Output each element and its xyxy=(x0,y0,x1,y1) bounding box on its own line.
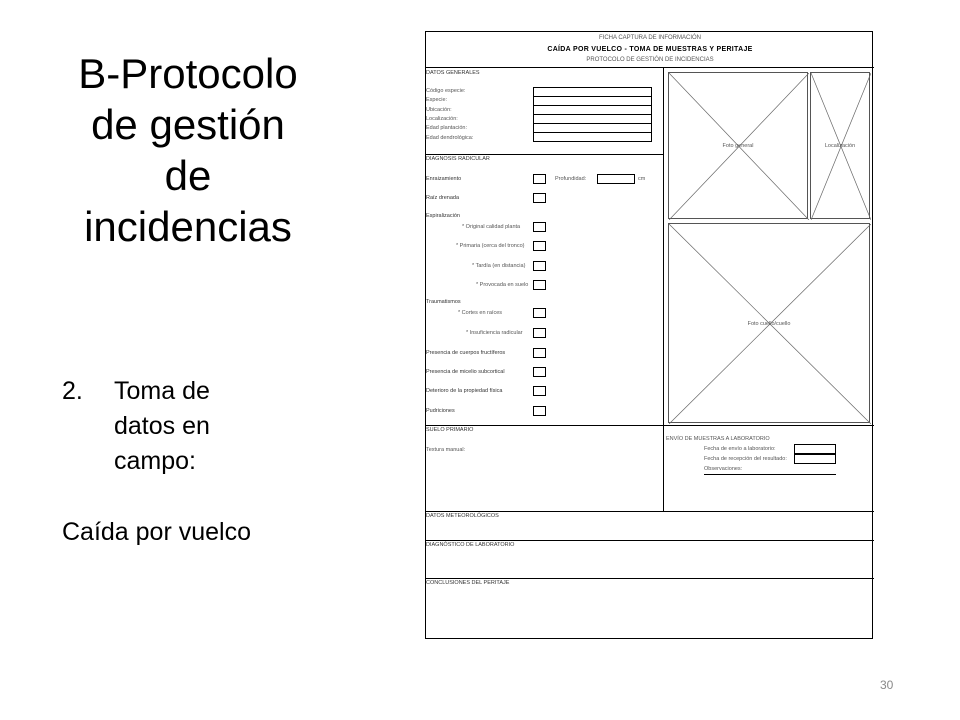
divider xyxy=(426,511,874,512)
item-label: * Cortes en raíces xyxy=(458,310,503,316)
photo-label: Localización xyxy=(824,143,856,149)
section-heading: DIAGNÓSTICO DE LABORATORIO xyxy=(426,542,515,548)
checkbox xyxy=(533,261,546,271)
input-box xyxy=(597,174,635,184)
section-heading: SUELO PRIMARIO xyxy=(426,427,474,433)
field-label: Especie: xyxy=(426,97,448,103)
title-line: B-Protocolo xyxy=(78,50,298,97)
section-heading: DATOS METEOROLÓGICOS xyxy=(426,513,499,519)
divider xyxy=(426,425,874,426)
checkbox xyxy=(533,193,546,203)
input-box xyxy=(533,132,652,142)
item-label: * Provocada en suelo xyxy=(476,282,529,288)
field-label: Observaciones: xyxy=(704,466,743,472)
section-heading: DIAGNOSIS RADICULAR xyxy=(426,156,490,162)
photo-label: Foto cuello/cuello xyxy=(747,321,791,327)
item-label: * Primaria (cerca del tronco) xyxy=(456,243,525,249)
photo-label: Foto general xyxy=(722,143,754,149)
title-line: de gestión xyxy=(91,101,285,148)
input-box xyxy=(794,454,836,464)
divider xyxy=(426,540,874,541)
section-heading: ENVÍO DE MUESTRAS A LABORATORIO xyxy=(666,436,770,442)
checkbox xyxy=(533,241,546,251)
item-label: Pudriciones xyxy=(426,408,455,414)
item-label: Espiralización xyxy=(426,213,460,219)
item-label: Presencia de cuerpos fructíferos xyxy=(426,350,506,356)
item-label: Traumatismos xyxy=(426,299,461,305)
item-label: Presencia de micelio subcortical xyxy=(426,369,505,375)
item-label: * Original calidad planta xyxy=(462,224,521,230)
field-form xyxy=(425,31,873,639)
field-label: Fecha de recepción del resultado: xyxy=(704,456,787,462)
field-label: Código especie: xyxy=(426,88,466,94)
section-heading: DATOS GENERALES xyxy=(426,70,480,76)
divider xyxy=(426,578,874,579)
item-label: Enraizamiento xyxy=(426,176,462,182)
photo-placeholder-collar xyxy=(668,223,870,423)
checkbox xyxy=(533,406,546,416)
divider xyxy=(663,67,664,512)
item-label: Deterioro de la propiedad física xyxy=(426,388,503,394)
item-label: Raíz drenada xyxy=(426,195,460,201)
checkbox xyxy=(533,386,546,396)
input-box xyxy=(794,444,836,454)
form-header-main: CAÍDA POR VUELCO - TOMA DE MUESTRAS Y PERITAJE xyxy=(547,46,753,53)
field-label: Edad plantación: xyxy=(426,125,467,131)
item-label: * Tardía (en distancia) xyxy=(472,263,526,269)
field-label: Edad dendrológica: xyxy=(426,135,474,141)
section-heading: CONCLUSIONES DEL PERITAJE xyxy=(426,580,510,586)
checkbox xyxy=(533,308,546,318)
list-text xyxy=(114,374,284,479)
unit-label: cm xyxy=(638,176,646,182)
slide-subtitle: Caída por vuelco xyxy=(62,518,252,546)
checkbox xyxy=(533,222,546,232)
item-label: Profundidad: xyxy=(555,176,587,182)
field-label: Fecha de envío a laboratorio: xyxy=(704,446,776,452)
form-header-top: FICHA CAPTURA DE INFORMACIÓN xyxy=(598,35,701,41)
title-line: de xyxy=(164,152,212,199)
divider xyxy=(426,154,663,155)
checkbox xyxy=(533,348,546,358)
field-label: Ubicación: xyxy=(426,107,452,113)
checkbox xyxy=(533,328,546,338)
photo-placeholder-general xyxy=(668,72,808,219)
field-label: Textura manual: xyxy=(426,447,466,453)
item-label: * Insuficiencia radicular xyxy=(466,330,523,336)
field-label: Localización: xyxy=(426,116,458,122)
photo-placeholder-location xyxy=(810,72,870,219)
slide-title xyxy=(40,48,336,252)
divider xyxy=(426,67,874,68)
page-number: 30 xyxy=(880,678,894,692)
form-header-sub: PROTOCOLO DE GESTIÓN DE INCIDENCIAS xyxy=(586,57,714,63)
list-number: 2. xyxy=(62,377,83,405)
list-line: Toma de xyxy=(114,377,210,405)
list-line: campo: xyxy=(114,447,196,475)
checkbox xyxy=(533,280,546,290)
list-line: datos en xyxy=(114,412,210,440)
checkbox xyxy=(533,174,546,184)
checkbox xyxy=(533,367,546,377)
title-line: incidencias xyxy=(84,203,292,250)
underline xyxy=(704,474,836,475)
